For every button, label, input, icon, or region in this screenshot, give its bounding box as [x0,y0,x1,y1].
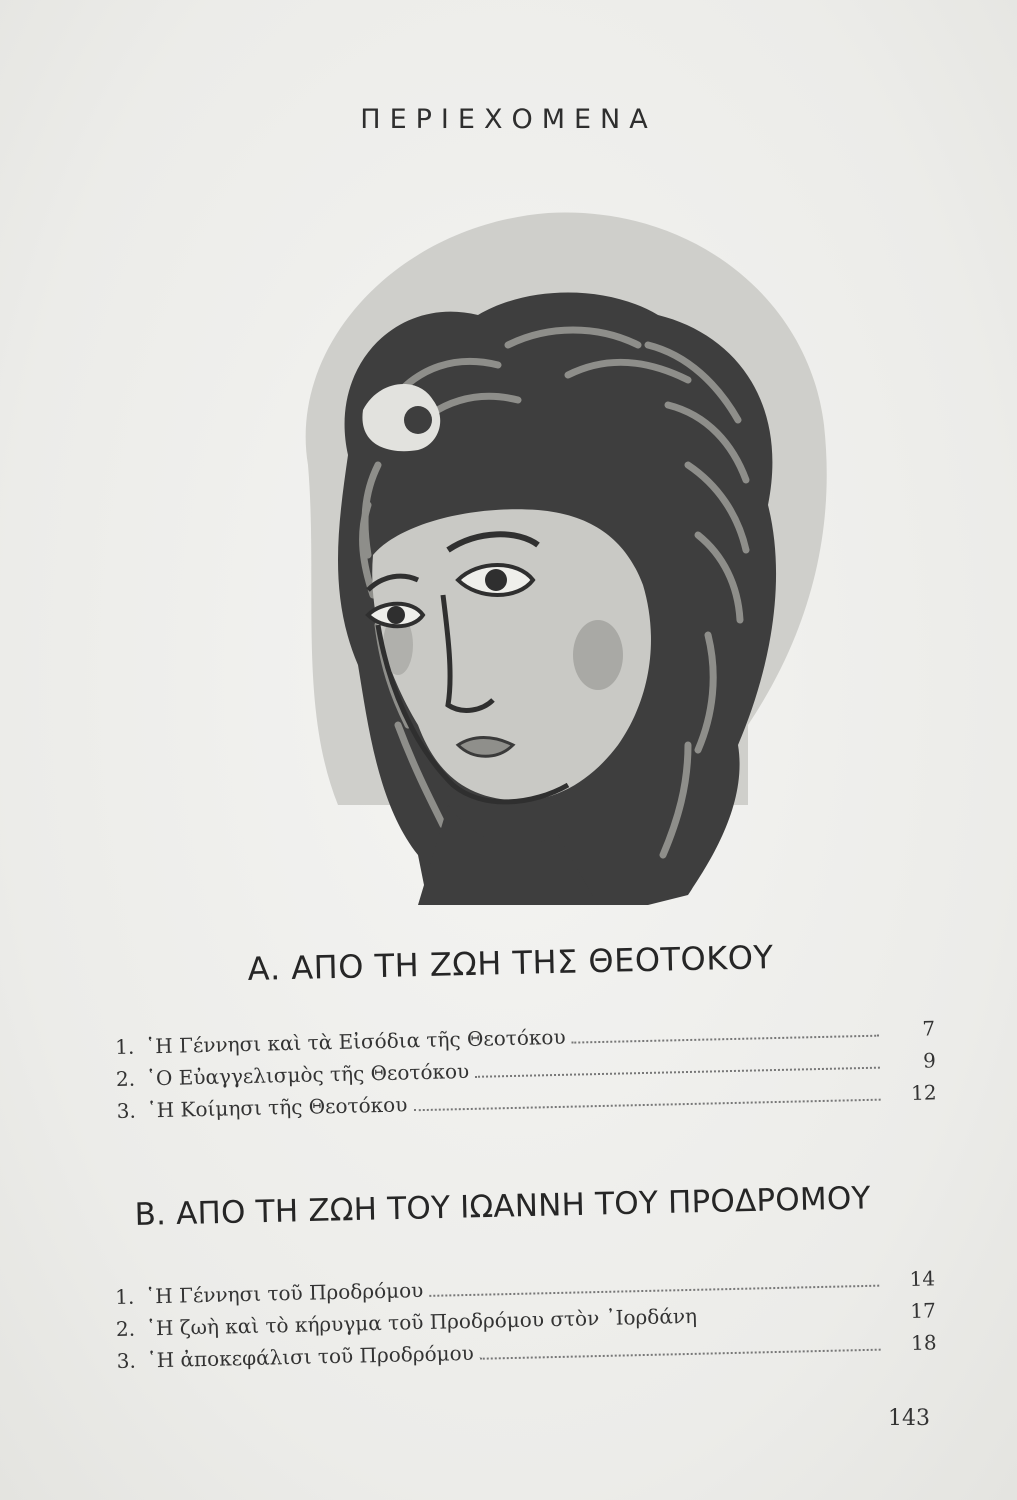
toc-entry-number: 1. [115,1284,135,1309]
toc-entry-number: 1. [115,1034,135,1059]
toc-entry-page: 17 [910,1298,937,1323]
toc-entry-page: 14 [909,1266,936,1291]
page-title: ΠΕΡΙΕΧΟΜΕΝΑ [360,104,657,135]
byzantine-icon-illustration [268,205,838,915]
icon-face-drawing [268,205,838,915]
toc-entry-title: ῾Η Γέννησι καὶ τὰ Εἰσόδια τῆς Θεοτόκου [144,1024,566,1059]
toc-entry-title: ῾Η ζωὴ καὶ τὸ κήρυγμα τοῦ Προδρόμου στὸν ᾿Ιορδάνη [145,1303,698,1341]
toc-entry-number: 2. [115,1316,136,1341]
toc-leader-dots [429,1284,879,1297]
toc-entry-page: 12 [910,1080,937,1105]
toc-list-prodromos [115,1266,937,1381]
toc-entry-title: ῾Ο Εὐαγγελισμὸς τῆς Θεοτόκου [145,1058,470,1091]
section-heading-prodromos: Β. ΑΠΟ ΤΗ ΖΩΗ ΤΟΥ ΙΩΑΝΝΗ ΤΟΥ ΠΡΟΔΡΟΜΟΥ [134,1180,871,1233]
toc-entry-page: 7 [922,1016,936,1041]
page-number: 143 [888,1406,930,1431]
toc-entry-number: 2. [115,1066,136,1091]
toc-leader-dots [572,1034,880,1044]
toc-entry-title: ῾Η Κοίμησι τῆς Θεοτόκου [146,1092,408,1123]
toc-leader-dots [480,1348,881,1360]
toc-entry-title: ῾Η Γέννησι τοῦ Προδρόμου [144,1278,424,1309]
toc-leader-dots [475,1066,880,1078]
toc-entry-page: 9 [922,1048,937,1073]
toc-entry-number: 3. [116,1348,137,1373]
toc-entry-page: 18 [910,1330,937,1355]
toc-leader-dots [413,1098,880,1112]
toc-entry-title: ῾Η ἀποκεφάλισι τοῦ Προδρόμου [146,1340,475,1373]
section-heading-theotokos: Α. ΑΠΟ ΤΗ ΖΩΗ ΤΗΣ ΘΕΟΤΟΚΟΥ [247,938,774,988]
toc-entry-number: 3. [116,1098,137,1123]
toc-leader-dots [703,1318,880,1323]
toc-list-theotokos [115,1016,937,1131]
